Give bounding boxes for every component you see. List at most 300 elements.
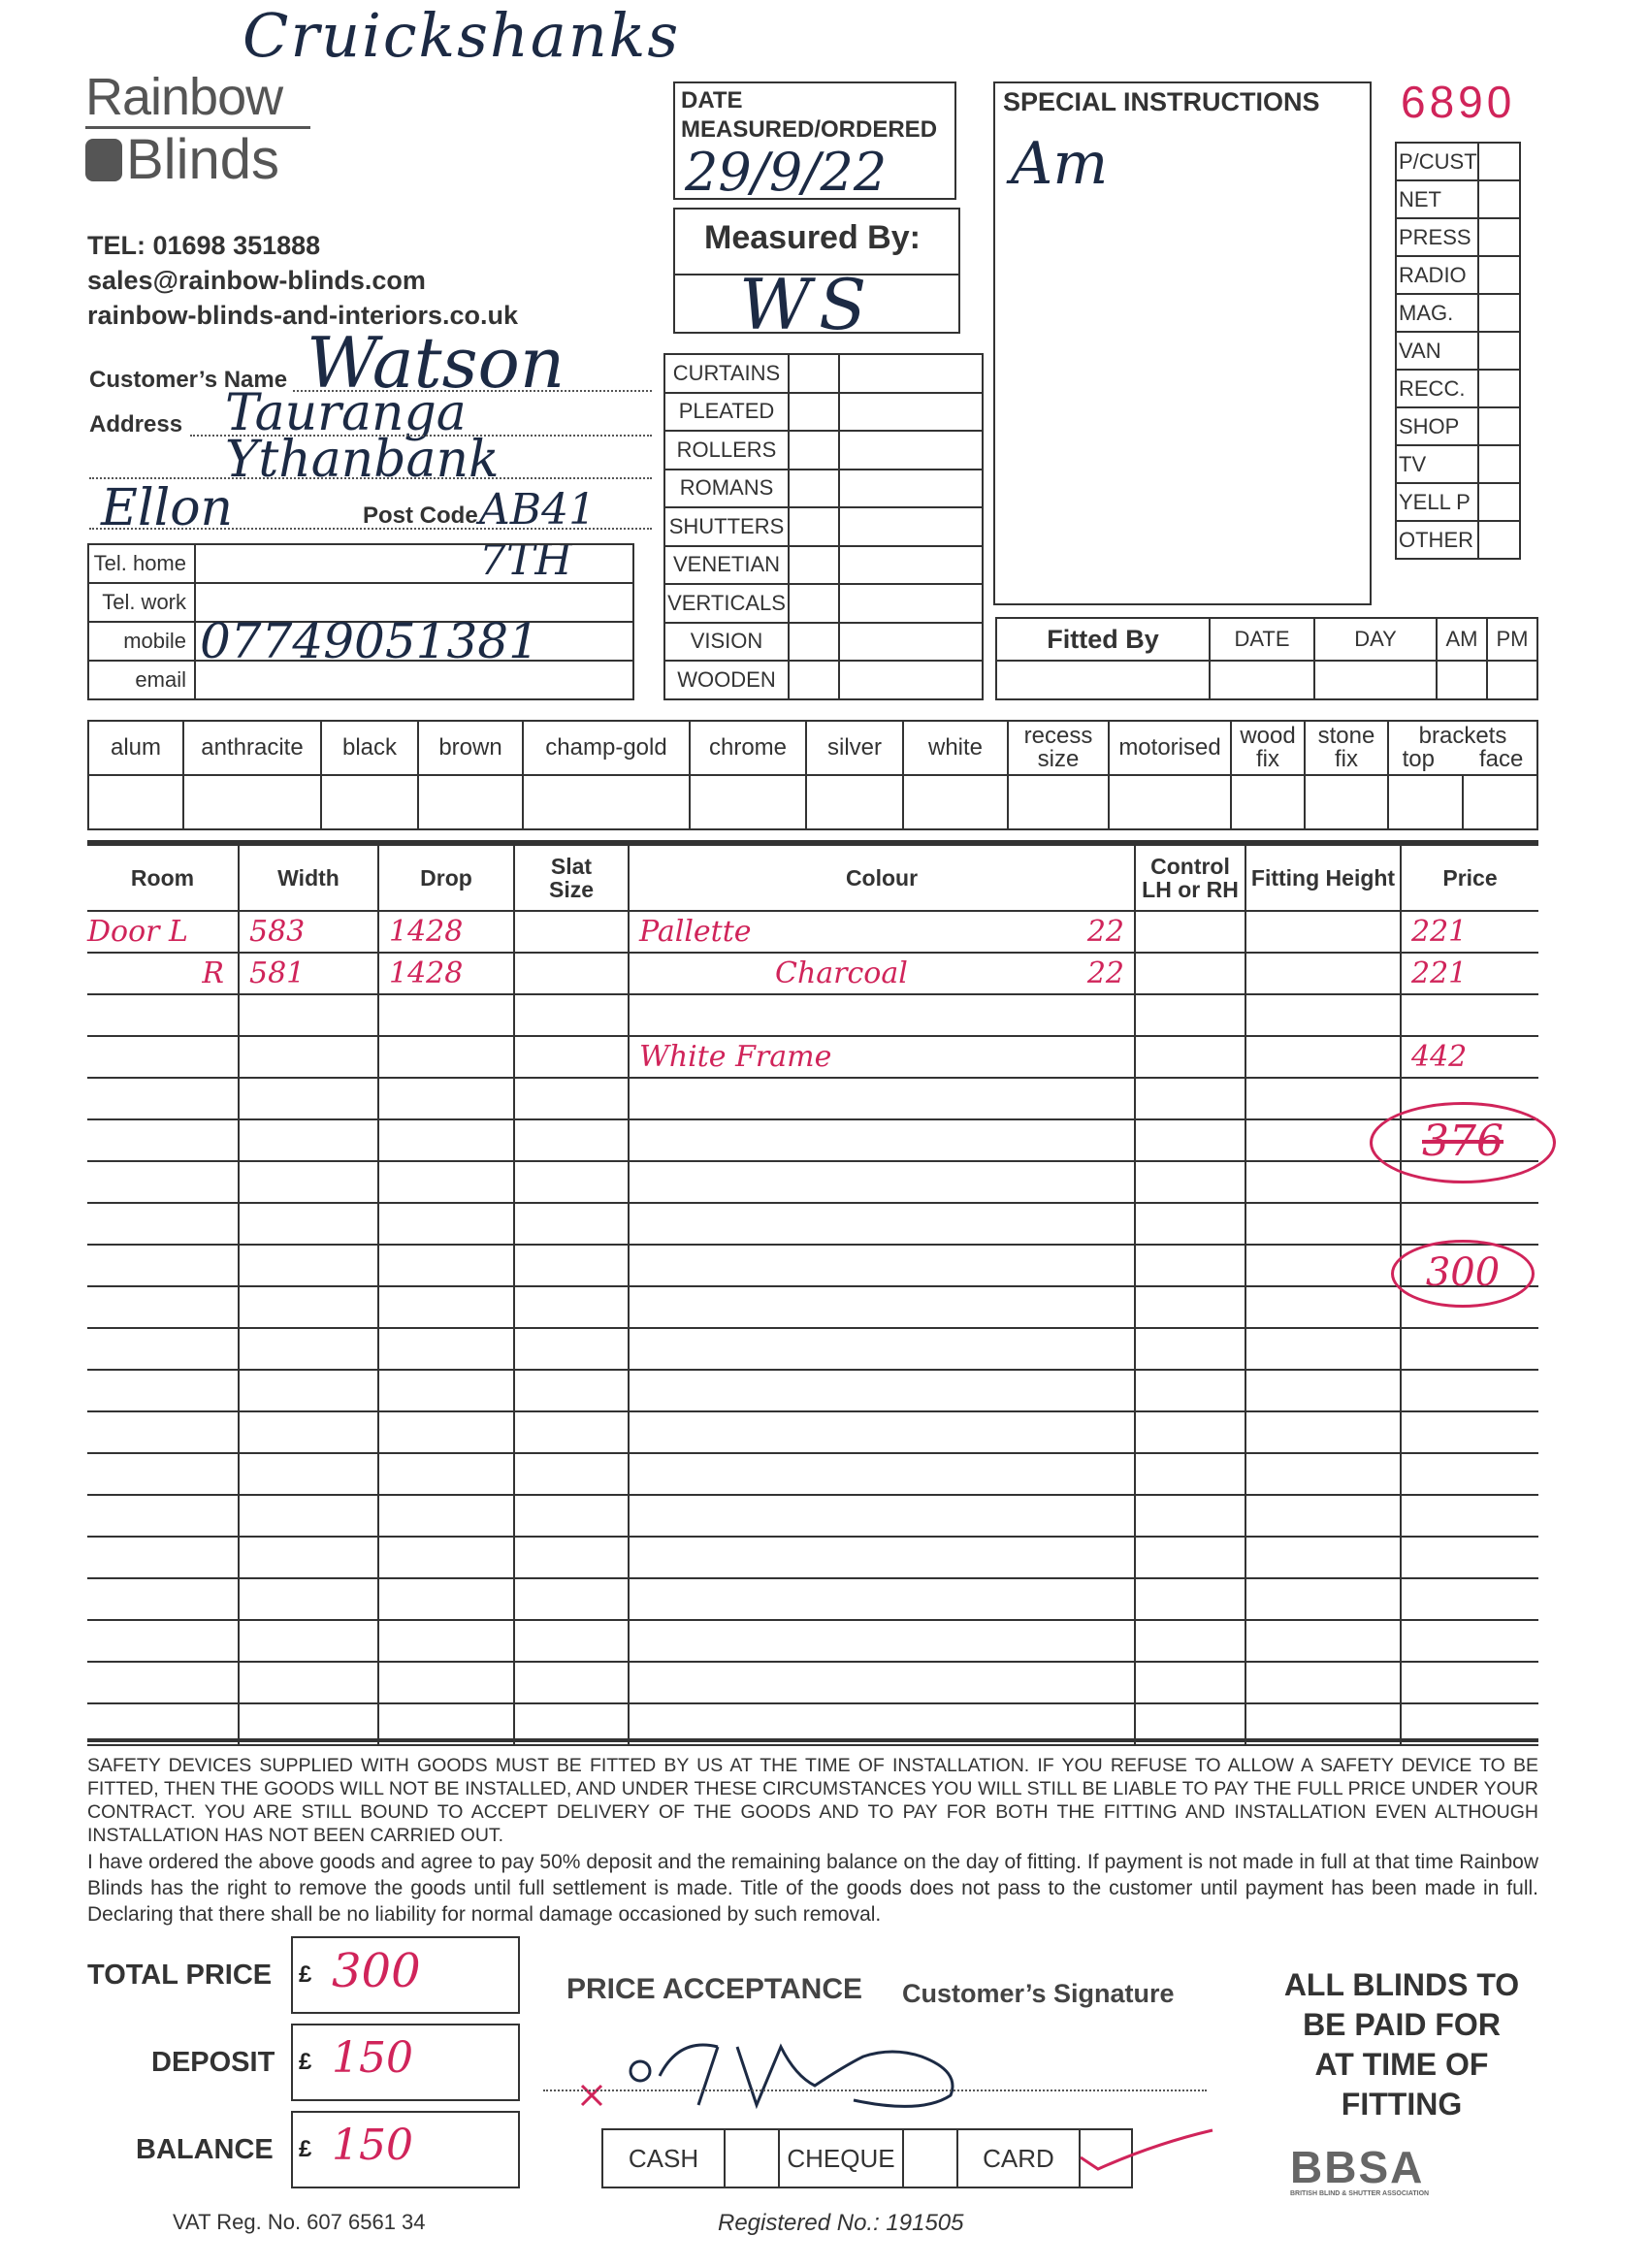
order-cell-room — [87, 1203, 239, 1245]
order-cell-drop — [378, 1161, 514, 1203]
order-cell-slat — [514, 1161, 629, 1203]
option-wood-fix: wood fix — [1231, 721, 1305, 775]
order-cell-room — [87, 1078, 239, 1119]
option-recess-size: recess size — [1008, 721, 1109, 775]
source-label: NET — [1396, 180, 1478, 218]
payment-cheque-label: CHEQUE — [779, 2129, 903, 2187]
total-price-label: TOTAL PRICE — [87, 1960, 273, 1991]
option-black-field[interactable] — [321, 775, 418, 829]
option-chrome: chrome — [690, 721, 806, 775]
product-types-table — [663, 353, 984, 700]
source-checkbox[interactable] — [1478, 483, 1520, 521]
source-checkbox[interactable] — [1478, 256, 1520, 294]
product-type-checkbox[interactable] — [789, 507, 839, 546]
customer-name-label: Customer’s Name — [89, 367, 288, 393]
order-row — [87, 1578, 1538, 1620]
order-cell-room — [87, 1537, 239, 1578]
option-stone-field[interactable] — [1305, 775, 1388, 829]
product-type-checkbox[interactable] — [789, 584, 839, 623]
order-cell-width — [239, 1036, 378, 1078]
source-checkbox[interactable] — [1478, 218, 1520, 256]
order-cell-colour — [629, 1036, 1135, 1078]
order-row — [87, 994, 1538, 1036]
option-anthracite-field[interactable] — [183, 775, 321, 829]
order-cell-slat — [514, 1036, 629, 1078]
order-cell-control — [1135, 1286, 1245, 1328]
order-cell-control — [1135, 911, 1245, 953]
order-cell-colour — [629, 1119, 1135, 1161]
order-cell-slat — [514, 1411, 629, 1453]
source-checkbox[interactable] — [1478, 370, 1520, 407]
product-type-label: VISION — [664, 623, 789, 662]
order-cell-colour — [629, 1578, 1135, 1620]
deposit-value: 150 — [332, 2033, 413, 2083]
product-type-qty-field[interactable] — [839, 431, 983, 470]
vat-number: VAT Reg. No. 607 6561 34 — [173, 2210, 426, 2234]
blind-roll-icon — [85, 139, 122, 181]
special-instructions-value: Am — [1011, 130, 1109, 198]
order-cell-colour — [629, 1245, 1135, 1286]
fitted-date-label: DATE — [1210, 618, 1314, 661]
source-label: SHOP — [1396, 407, 1478, 445]
order-cell-price — [1401, 1203, 1538, 1245]
order-cell-price — [1401, 1578, 1538, 1620]
order-cell-colour — [629, 1537, 1135, 1578]
col-width: Width — [239, 845, 378, 911]
order-cell-control — [1135, 1662, 1245, 1703]
option-motorised: motorised — [1109, 721, 1231, 775]
source-checkbox[interactable] — [1478, 180, 1520, 218]
order-cell-width — [239, 1495, 378, 1537]
order-cell-width — [239, 1620, 378, 1662]
address-line-1: Tauranga — [225, 384, 467, 442]
fitted-by-field[interactable] — [996, 661, 1210, 699]
source-checklist — [1395, 142, 1521, 560]
order-cell-colour — [629, 994, 1135, 1036]
order-row — [87, 1620, 1538, 1662]
fitted-day-label: DAY — [1314, 618, 1437, 661]
product-type-checkbox[interactable] — [789, 546, 839, 585]
order-row — [87, 1495, 1538, 1537]
product-type-checkbox[interactable] — [789, 470, 839, 508]
order-cell-height — [1245, 953, 1401, 994]
order-cell-colour — [629, 1662, 1135, 1703]
order-cell-width — [239, 1411, 378, 1453]
order-cell-control — [1135, 1620, 1245, 1662]
source-row — [1396, 445, 1520, 483]
option-stone-fix: stone fix — [1305, 721, 1388, 775]
source-row — [1396, 143, 1520, 180]
tel-home-field[interactable] — [195, 544, 633, 583]
source-label: OTHER — [1396, 521, 1478, 559]
product-type-checkbox[interactable] — [789, 661, 839, 699]
order-cell-width — [239, 1662, 378, 1703]
col-control: Control LH or RH — [1135, 845, 1245, 911]
order-cell-slat — [514, 1119, 629, 1161]
product-type-row — [664, 507, 983, 546]
order-cell-height — [1245, 1245, 1401, 1286]
source-checkbox[interactable] — [1478, 521, 1520, 559]
customer-signature-label: Customer’s Signature — [902, 1979, 1175, 2008]
order-cell-slat — [514, 953, 629, 994]
order-cell-slat — [514, 911, 629, 953]
registered-number: Registered No.: 191505 — [718, 2210, 964, 2236]
source-label: P/CUST — [1396, 143, 1478, 180]
col-fitting-height: Fitting Height — [1245, 845, 1401, 911]
order-cell-drop — [378, 1245, 514, 1286]
order-cell-slat — [514, 1495, 629, 1537]
order-cell-room — [87, 1370, 239, 1411]
order-cell-colour — [629, 1495, 1135, 1537]
option-alum-field[interactable] — [88, 775, 183, 829]
post-code-value: AB41 7TH — [479, 485, 597, 585]
order-cell-slat — [514, 1537, 629, 1578]
customer-signature — [572, 2018, 1018, 2115]
order-cell-control — [1135, 1119, 1245, 1161]
order-cell-price — [1401, 1370, 1538, 1411]
order-cell-price — [1401, 1495, 1538, 1537]
order-row — [87, 1453, 1538, 1495]
col-drop: Drop — [378, 845, 514, 911]
order-cell-height — [1245, 1203, 1401, 1245]
order-cell-price: 221 — [1401, 911, 1538, 953]
order-row — [87, 911, 1538, 953]
fitted-by-table — [995, 617, 1538, 700]
order-cell-colour — [629, 1286, 1135, 1328]
order-cell-slat — [514, 1662, 629, 1703]
col-price: Price — [1401, 845, 1538, 911]
total-price-box: £ 300 — [291, 1936, 520, 2014]
product-type-label: VERTICALS — [664, 584, 789, 623]
order-cell-room — [87, 1036, 239, 1078]
order-row — [87, 1078, 1538, 1119]
order-cell-height — [1245, 1537, 1401, 1578]
price-acceptance-label: PRICE ACCEPTANCE — [566, 1973, 863, 2005]
company-tel: TEL: 01698 351888 — [87, 231, 321, 260]
order-cell-width — [239, 1453, 378, 1495]
option-recess-field[interactable] — [1008, 775, 1109, 829]
order-cell-width — [239, 1078, 378, 1119]
product-type-qty-field[interactable] — [839, 546, 983, 585]
order-cell-slat — [514, 1370, 629, 1411]
order-cell-control — [1135, 1495, 1245, 1537]
order-row — [87, 1119, 1538, 1161]
order-cell-height — [1245, 1411, 1401, 1453]
payment-method-table — [601, 2128, 1133, 2188]
order-cell-control — [1135, 1078, 1245, 1119]
order-cell-colour — [629, 911, 1135, 953]
company-logo — [85, 70, 318, 189]
order-cell-colour — [629, 1328, 1135, 1370]
order-row — [87, 1328, 1538, 1370]
order-cell-room — [87, 1495, 239, 1537]
measured-by-label: Measured By: — [704, 219, 921, 256]
order-cell-colour — [629, 1370, 1135, 1411]
date-measured-value: 29/9/22 — [685, 142, 888, 203]
source-row — [1396, 407, 1520, 445]
option-black: black — [321, 721, 418, 775]
order-cell-height — [1245, 1328, 1401, 1370]
payment-card-label: CARD — [957, 2129, 1080, 2187]
order-cell-height — [1245, 994, 1401, 1036]
product-type-label: VENETIAN — [664, 546, 789, 585]
product-type-label: PLEATED — [664, 393, 789, 432]
fitted-am-label: AM — [1437, 618, 1487, 661]
option-anthracite: anthracite — [183, 721, 321, 775]
option-brackets-face-field[interactable] — [1463, 775, 1537, 829]
mobile-label: mobile — [88, 622, 195, 661]
option-alum: alum — [88, 721, 183, 775]
order-cell-width — [239, 1286, 378, 1328]
order-cell-room — [87, 994, 239, 1036]
date-measured-box — [673, 81, 956, 203]
source-row — [1396, 521, 1520, 559]
source-label: PRESS — [1396, 218, 1478, 256]
order-cell-room — [87, 1662, 239, 1703]
order-row — [87, 1286, 1538, 1328]
order-cell-drop — [378, 1620, 514, 1662]
order-cell-height — [1245, 1578, 1401, 1620]
order-row — [87, 1370, 1538, 1411]
product-type-checkbox[interactable] — [789, 623, 839, 662]
measured-by-value: WS — [739, 264, 875, 345]
source-checkbox[interactable] — [1478, 143, 1520, 180]
order-cell-drop — [378, 1328, 514, 1370]
order-cell-height — [1245, 1078, 1401, 1119]
bbsa-logo: BBSA BRITISH BLIND & SHUTTER ASSOCIATION — [1290, 2142, 1430, 2197]
special-instructions-box — [993, 81, 1372, 605]
tel-work-label: Tel. work — [88, 583, 195, 622]
order-row — [87, 1662, 1538, 1703]
safety-terms: SAFETY DEVICES SUPPLIED WITH GOODS MUST BE FITTED BY US AT THE TIME OF INSTALLATION. IF YOU REFUSE TO ALLOW A SAFETY DEVICE TO BE FITTED, THEN THE GOODS WILL NOT BE INSTALLED, AND UNDER THESE CIRCUMSTANCES YOU WILL STILL BE LIABLE TO PAY THE FULL PRICE UNDER YOUR CONTRACT. YOU ARE STILL BOUND TO ACCEPT DELIVERY OF THE GOODS AND TO PAY FOR BOTH THE FITTING AND INSTALLATION EVEN ALTHOUGH INSTALLATION HAS NOT BEEN CARRIED OUT. — [87, 1755, 1538, 1846]
source-label: TV — [1396, 445, 1478, 483]
source-checkbox[interactable] — [1478, 445, 1520, 483]
order-cell-width — [239, 994, 378, 1036]
order-cell-control — [1135, 1245, 1245, 1286]
source-row — [1396, 332, 1520, 370]
product-type-row — [664, 354, 983, 393]
order-cell-drop — [378, 1537, 514, 1578]
order-cell-width — [239, 1537, 378, 1578]
fitted-pm-field[interactable] — [1487, 661, 1537, 699]
option-silver-field[interactable] — [806, 775, 903, 829]
product-type-qty-field[interactable] — [839, 661, 983, 699]
source-checkbox[interactable] — [1478, 294, 1520, 332]
product-type-qty-field[interactable] — [839, 354, 983, 393]
order-cell-control — [1135, 953, 1245, 994]
mobile-value: 07749051381 — [195, 622, 633, 661]
balance-label: BALANCE — [136, 2134, 274, 2165]
order-cell-price — [1401, 1620, 1538, 1662]
order-cell-room: Door L — [87, 911, 239, 953]
option-wood-field[interactable] — [1231, 775, 1305, 829]
order-cell-price — [1401, 1411, 1538, 1453]
source-row — [1396, 483, 1520, 521]
order-cell-drop — [378, 1036, 514, 1078]
option-brackets-top-field[interactable] — [1388, 775, 1463, 829]
option-silver: silver — [806, 721, 903, 775]
order-lines-table — [87, 844, 1538, 1746]
source-row — [1396, 294, 1520, 332]
product-type-qty-field[interactable] — [839, 393, 983, 432]
fitted-am-field[interactable] — [1437, 661, 1487, 699]
order-row — [87, 1161, 1538, 1203]
order-cell-slat — [514, 1078, 629, 1119]
payment-cheque-checkbox[interactable] — [903, 2129, 957, 2187]
source-row — [1396, 370, 1520, 407]
order-cell-control — [1135, 1453, 1245, 1495]
order-cell-price — [1401, 1453, 1538, 1495]
order-row — [87, 953, 1538, 994]
product-type-qty-field[interactable] — [839, 623, 983, 662]
product-type-checkbox[interactable] — [789, 431, 839, 470]
special-instructions-label: SPECIAL INSTRUCTIONS — [1003, 87, 1320, 116]
measured-by-box — [673, 208, 960, 345]
order-cell-drop — [378, 1453, 514, 1495]
order-cell-height — [1245, 1370, 1401, 1411]
option-motorised-field[interactable] — [1109, 775, 1231, 829]
payment-cash-label: CASH — [602, 2129, 725, 2187]
order-cell-colour — [629, 1161, 1135, 1203]
option-brackets: brackets top face — [1388, 721, 1537, 775]
handwritten-customer-surname: Cruickshanks — [242, 0, 681, 71]
balance-box: £ 150 — [291, 2111, 520, 2188]
order-row — [87, 1036, 1538, 1078]
order-cell-price: 442 — [1401, 1036, 1538, 1078]
payment-notice: ALL BLINDS TO BE PAID FOR AT TIME OF FITTING — [1283, 1967, 1520, 2122]
order-colour-number: 22 — [1086, 956, 1124, 990]
card-tick-mark — [1077, 2124, 1222, 2183]
order-cell-width — [239, 1203, 378, 1245]
total-price-value: 300 — [332, 1944, 421, 1998]
deposit-label: DEPOSIT — [151, 2047, 275, 2078]
order-cell-colour — [629, 1203, 1135, 1245]
option-champ-gold-field[interactable] — [523, 775, 690, 829]
order-cell-drop — [378, 1203, 514, 1245]
product-type-label: ROMANS — [664, 470, 789, 508]
order-cell-width — [239, 1119, 378, 1161]
fitted-date-field[interactable] — [1210, 661, 1314, 699]
order-cell-height — [1245, 1495, 1401, 1537]
deposit-box: £ 150 — [291, 2024, 520, 2101]
order-cell-room — [87, 1578, 239, 1620]
fitted-by-label: Fitted By — [996, 618, 1210, 661]
balance-value: 150 — [332, 2121, 413, 2170]
order-cell-room — [87, 1411, 239, 1453]
order-cell-width: 583 — [239, 911, 378, 953]
option-brown-field[interactable] — [418, 775, 523, 829]
source-row — [1396, 256, 1520, 294]
order-cell-price: 221 — [1401, 953, 1538, 994]
option-chrome-field[interactable] — [690, 775, 806, 829]
order-cell-drop — [378, 1078, 514, 1119]
order-cell-control — [1135, 1161, 1245, 1203]
order-cell-height — [1245, 911, 1401, 953]
order-cell-colour — [629, 1078, 1135, 1119]
order-colour-text: Charcoal — [775, 956, 908, 990]
source-row — [1396, 218, 1520, 256]
order-cell-height — [1245, 1662, 1401, 1703]
product-type-label: WOODEN — [664, 661, 789, 699]
order-cell-price — [1401, 1662, 1538, 1703]
source-row — [1396, 180, 1520, 218]
contact-numbers-table — [87, 543, 634, 700]
option-white-field[interactable] — [903, 775, 1008, 829]
source-label: RECC. — [1396, 370, 1478, 407]
order-cell-colour — [629, 1620, 1135, 1662]
order-cell-width — [239, 1578, 378, 1620]
order-cell-colour — [629, 953, 1135, 994]
order-cell-control — [1135, 994, 1245, 1036]
order-cell-room — [87, 1453, 239, 1495]
order-cell-room — [87, 1161, 239, 1203]
col-colour: Colour — [629, 845, 1135, 911]
post-code-label: Post Code — [363, 502, 478, 529]
order-cell-drop — [378, 1578, 514, 1620]
source-checkbox[interactable] — [1478, 407, 1520, 445]
source-label: YELL P — [1396, 483, 1478, 521]
product-type-qty-field[interactable] — [839, 507, 983, 546]
order-colour-text: Pallette — [639, 915, 752, 949]
order-cell-control — [1135, 1036, 1245, 1078]
order-cell-height — [1245, 1036, 1401, 1078]
product-type-row — [664, 623, 983, 662]
source-label: VAN — [1396, 332, 1478, 370]
order-cell-price — [1401, 1537, 1538, 1578]
customer-name-value: Watson — [307, 322, 566, 404]
order-cell-width — [239, 1370, 378, 1411]
order-cell-control — [1135, 1578, 1245, 1620]
order-cell-width: 581 — [239, 953, 378, 994]
order-number: 6890 — [1401, 77, 1516, 127]
product-type-row — [664, 393, 983, 432]
order-cell-room: R — [87, 953, 239, 994]
order-cell-height — [1245, 1620, 1401, 1662]
option-champ-gold: champ-gold — [523, 721, 690, 775]
order-cell-drop — [378, 1286, 514, 1328]
order-cell-slat — [514, 1328, 629, 1370]
product-type-qty-field[interactable] — [839, 470, 983, 508]
product-type-checkbox[interactable] — [789, 393, 839, 432]
product-type-qty-field[interactable] — [839, 584, 983, 623]
order-cell-width — [239, 1161, 378, 1203]
order-cell-room — [87, 1328, 239, 1370]
source-checkbox[interactable] — [1478, 332, 1520, 370]
order-cell-slat — [514, 1203, 629, 1245]
product-type-row — [664, 546, 983, 585]
order-cell-slat — [514, 1620, 629, 1662]
order-cell-price — [1401, 1328, 1538, 1370]
fitted-day-field[interactable] — [1314, 661, 1437, 699]
source-label: RADIO — [1396, 256, 1478, 294]
order-cell-control — [1135, 1370, 1245, 1411]
company-website: rainbow-blinds-and-interiors.co.uk — [87, 301, 519, 330]
address-line-3: Ellon — [101, 479, 234, 537]
logo-rainbow-text: Rainbow — [85, 68, 283, 126]
order-cell-width — [239, 1328, 378, 1370]
product-type-checkbox[interactable] — [789, 354, 839, 393]
order-cell-room — [87, 1620, 239, 1662]
order-cell-drop: 1428 — [378, 911, 514, 953]
struck-price: 376 — [1370, 1102, 1556, 1183]
product-type-label: ROLLERS — [664, 431, 789, 470]
order-cell-drop — [378, 1119, 514, 1161]
payment-cash-checkbox[interactable] — [725, 2129, 779, 2187]
col-slat-size: Slat Size — [514, 845, 629, 911]
product-type-label: SHUTTERS — [664, 507, 789, 546]
order-cell-height — [1245, 1453, 1401, 1495]
company-email: sales@rainbow-blinds.com — [87, 266, 426, 295]
